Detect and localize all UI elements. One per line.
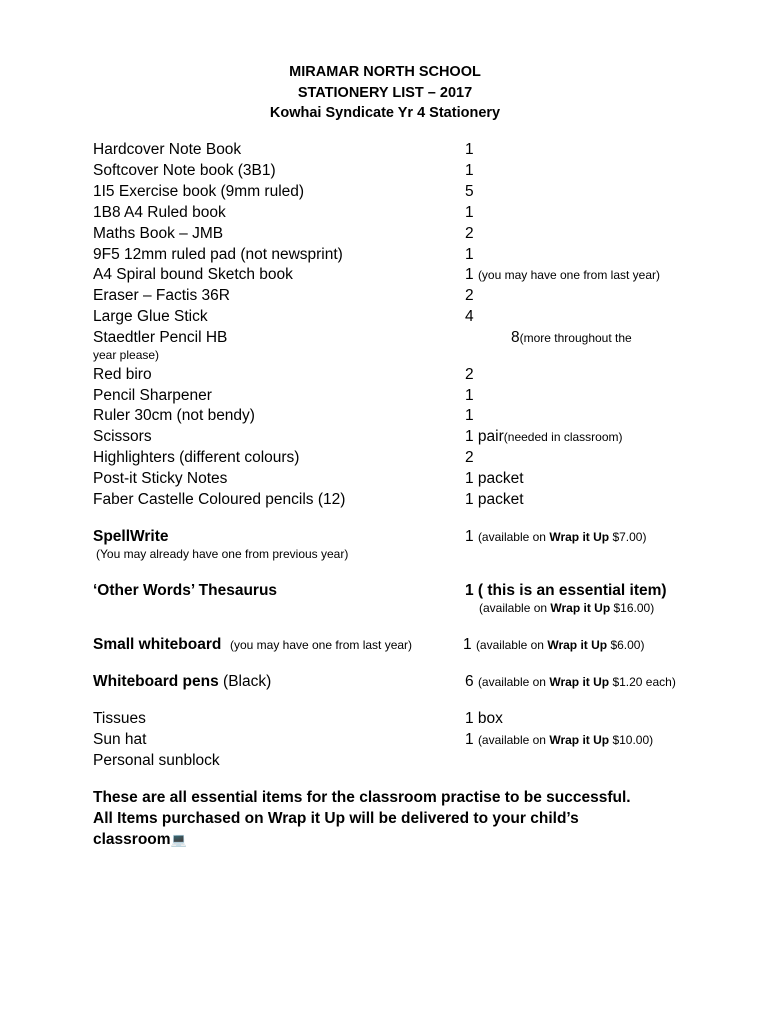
footer-line-1: These are all essential items for the classroom practise to be successful. [93,789,631,806]
sunblock-label: Personal sunblock [93,752,220,769]
thesaurus-availability [479,600,654,616]
item-note-continued: year please) [93,348,160,362]
whiteboard-note: (you may have one from last year) [229,638,413,652]
syndicate-title: Kowhai Syndicate Yr 4 Stationery [269,105,501,121]
list-item [93,364,733,385]
item-label: 1I5 Exercise book (9mm ruled) [93,183,305,200]
vendor-name: Wrap it Up [549,733,610,747]
list-item [93,139,733,160]
whiteboard-row [93,634,733,655]
spellwrite-sub-note: (You may already have one from previous year) [96,547,349,561]
item-qty: 2 [465,225,474,242]
list-item [93,160,733,181]
item-qty: 1 [465,246,474,263]
tissues-label: Tissues [93,710,146,727]
list-item [93,426,733,447]
item-label: Scissors [93,428,152,445]
pens-row [93,671,733,692]
item-qty: 1 [465,162,474,179]
list-item [93,447,733,468]
item-qty: 8 [511,329,520,346]
footer-line-2: All Items purchased on Wrap it Up will be delivered to your child’s [93,810,579,827]
pens-qty: 6 [465,673,474,690]
list-item [93,405,733,426]
item-qty: 1 packet [465,491,524,508]
list-item [93,327,733,348]
tissues-qty: 1 box [465,710,503,727]
item-qty: 2 [465,449,474,466]
price: $7.00) [609,530,647,544]
list-item [93,223,733,244]
item-label: Staedtler Pencil HB [93,329,228,346]
item-qty: 1 [465,407,474,424]
item-label: 9F5 12mm ruled pad (not newsprint) [93,246,343,263]
sunhat-row [93,729,733,750]
item-label: Hardcover Note Book [93,141,242,158]
item-label: Eraser – Factis 36R [93,287,230,304]
tissues-row [93,708,733,729]
whiteboard-label: Small whiteboard [93,636,222,653]
thesaurus-qty: 1 ( this is an essential item) [465,582,667,599]
list-item [93,244,733,265]
vendor-name: Wrap it Up [550,601,611,615]
item-label: Ruler 30cm (not bendy) [93,407,255,424]
footer-note [93,787,713,850]
vendor-name: Wrap it Up [549,530,610,544]
spellwrite-label: SpellWrite [93,528,169,545]
sunhat-label: Sun hat [93,731,147,748]
item-label: Maths Book – JMB [93,225,224,242]
pens-label: Whiteboard pens [93,673,219,690]
item-qty: 2 [465,287,474,304]
thesaurus-label: ‘Other Words’ Thesaurus [93,582,278,599]
item-note: (more throughout the [519,331,632,345]
list-item [93,468,733,489]
list-item [93,306,733,327]
item-label: Red biro [93,366,152,383]
item-qty: 1 packet [465,470,524,487]
item-label: Large Glue Stick [93,308,208,325]
school-name: MIRAMAR NORTH SCHOOL [289,64,481,80]
spellwrite-qty: 1 [465,528,474,545]
list-item [93,202,733,223]
list-item [93,489,733,510]
price: $10.00) [609,733,654,747]
item-qty: 4 [465,308,474,325]
list-title: STATIONERY LIST – 2017 [297,84,473,101]
footer-line-3: classroom [93,831,171,848]
item-qty: 1 [465,387,474,404]
list-item [93,264,733,285]
price: $6.00) [607,638,645,652]
item-label: Highlighters (different colours) [93,449,300,466]
document-header [0,62,770,124]
item-qty: 2 [465,366,474,383]
list-item [93,385,733,406]
price: $16.00) [610,601,655,615]
availability-prefix: (available on [477,530,550,544]
whiteboard-qty: 1 [463,636,472,653]
item-qty: 5 [465,183,474,200]
item-qty: 1 [465,141,474,158]
item-label: Faber Castelle Coloured pencils (12) [93,491,346,508]
item-label: Softcover Note book (3B1) [93,162,276,179]
laptop-icon: 💻 [170,832,187,847]
item-note: (you may have one from last year) [477,268,661,282]
list-item [93,181,733,202]
availability-prefix: (available on [475,638,548,652]
sunhat-qty: 1 [465,731,474,748]
item-note: (needed in classroom) [503,430,623,444]
item-label: Pencil Sharpener [93,387,212,404]
item-qty: 1 pair [465,428,504,445]
item-qty: 1 [465,204,474,221]
item-label: A4 Spiral bound Sketch book [93,266,293,283]
vendor-name: Wrap it Up [549,675,610,689]
price: $1.20 each) [609,675,676,689]
item-label: 1B8 A4 Ruled book [93,204,226,221]
availability-prefix: (available on [477,675,550,689]
availability-prefix: (available on [479,601,551,615]
list-item [93,285,733,306]
pens-label-colour: (Black) [218,673,272,690]
thesaurus-row [93,580,733,601]
spellwrite-row [93,526,733,547]
availability-prefix: (available on [477,733,550,747]
vendor-name: Wrap it Up [547,638,608,652]
item-label: Post-it Sticky Notes [93,470,228,487]
sunblock-row [93,750,733,771]
item-qty: 1 [465,266,474,283]
